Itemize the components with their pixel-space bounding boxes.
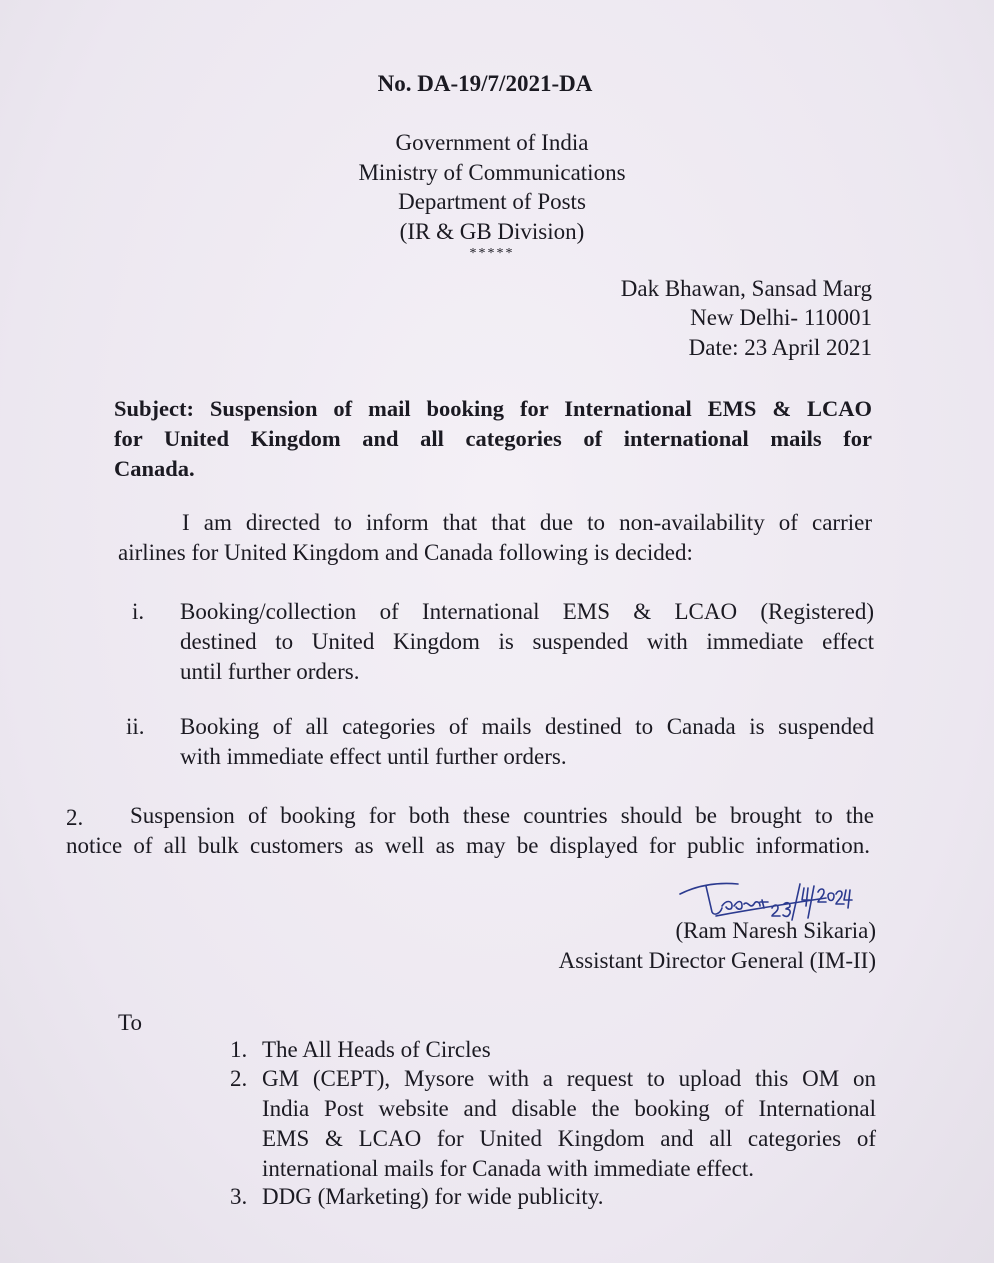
subject-line-2: for United Kingdom and all categories of international mails for: [114, 426, 872, 451]
org-ministry: Ministry of Communications: [358, 160, 626, 185]
recipient-2: [262, 1064, 876, 1184]
item-i-line-2: destined to United Kingdom is suspended with immediate effect: [180, 629, 874, 654]
item-i: [180, 597, 874, 687]
header-separator: *****: [469, 246, 515, 261]
recipient-1-line-1: The All Heads of Circles: [262, 1037, 491, 1062]
item-ii: [180, 712, 874, 772]
recipient-3: [262, 1182, 604, 1212]
item-marker-ii: ii.: [126, 714, 145, 739]
item-i-line-1: Booking/collection of International EMS & LCAO (Registered): [180, 599, 874, 624]
recipient-1-number: 1.: [230, 1037, 248, 1062]
intro-line-1: [182, 508, 872, 538]
recipient-2-line-1: GM (CEPT), Mysore with a request to upload this OM on: [262, 1066, 876, 1091]
para2-text-1: Suspension of booking for both these countries should be brought to the: [130, 803, 874, 828]
address-line-2: New Delhi- 110001: [690, 305, 872, 330]
intro-text-2: airlines for United Kingdom and Canada following is decided:: [118, 540, 693, 565]
recipient-2-line-2: India Post website and disable the booking of International: [262, 1096, 876, 1121]
subject: [114, 394, 872, 484]
para2-number: 2.: [66, 805, 84, 830]
item-ii-line-2: with immediate effect until further orders.: [180, 744, 567, 769]
para2-text-2: notice of all bulk customers as well as may be displayed for public information.: [66, 833, 870, 858]
signatory-name: (Ram Naresh Sikaria): [675, 918, 876, 943]
document-number: No. DA-19/7/2021-DA: [377, 71, 593, 96]
recipient-3-number: 3.: [230, 1184, 248, 1209]
subject-line-1: Subject: Suspension of mail booking for International EMS & LCAO: [114, 396, 872, 421]
intro-line-2: [118, 538, 693, 568]
recipient-1: [262, 1035, 491, 1065]
signatory-designation: Assistant Director General (IM-II): [558, 948, 876, 973]
item-i-line-3: until further orders.: [180, 659, 360, 684]
subject-line-3: Canada.: [114, 456, 195, 481]
recipient-2-number: 2.: [230, 1066, 248, 1091]
item-marker-i: i.: [132, 599, 145, 624]
to-label: To: [118, 1010, 142, 1035]
org-department: Department of Posts: [398, 189, 586, 214]
address-line-1: Dak Bhawan, Sansad Marg: [620, 276, 872, 301]
recipient-3-line-1: DDG (Marketing) for wide publicity.: [262, 1184, 604, 1209]
document-date: Date: 23 April 2021: [688, 335, 872, 360]
para2-line-2: [66, 831, 870, 861]
para2-line-1: [130, 801, 874, 831]
recipient-2-line-3: EMS & LCAO for United Kingdom and all categories of: [262, 1126, 876, 1151]
recipient-2-line-4: international mails for Canada with immediate effect.: [262, 1156, 754, 1181]
item-ii-line-1: Booking of all categories of mails destined to Canada is suspended: [180, 714, 874, 739]
org-government: Government of India: [395, 130, 589, 155]
org-division: (IR & GB Division): [399, 219, 585, 244]
intro-text-1: I am directed to inform that that due to non-availability of carrier: [182, 510, 872, 535]
